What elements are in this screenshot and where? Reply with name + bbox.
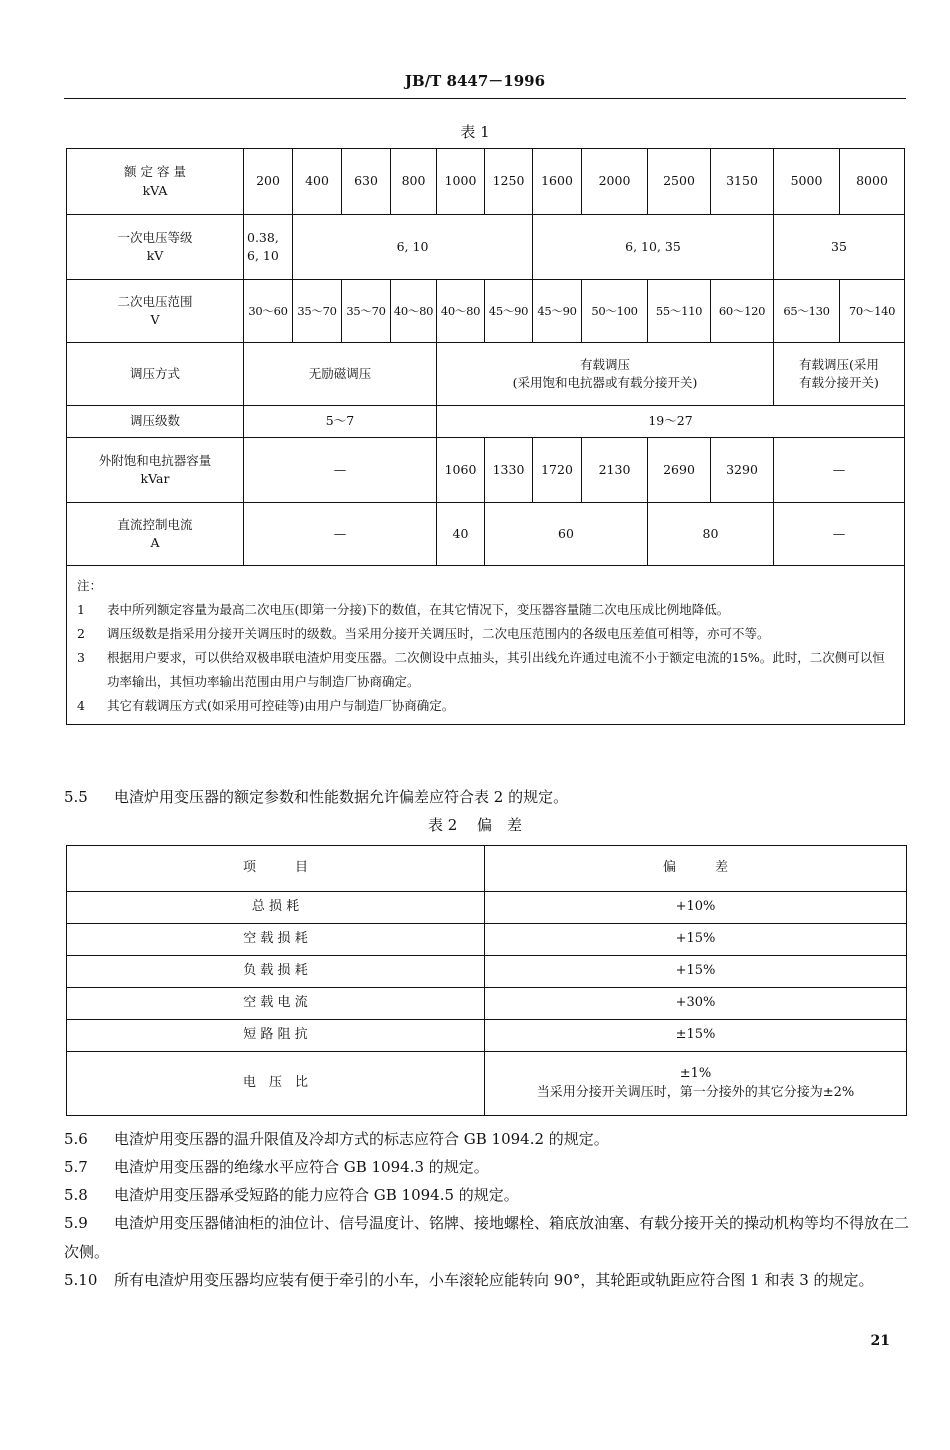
table1 bbox=[66, 148, 905, 725]
header-rule bbox=[64, 98, 906, 99]
document-header: JB/T 8447－1996 bbox=[404, 72, 546, 90]
cell: 400 bbox=[293, 149, 342, 215]
cell: 45～90 bbox=[533, 280, 582, 343]
cell: 80 bbox=[648, 503, 774, 566]
item-cell: 总 损 耗 bbox=[67, 892, 485, 924]
cell: 1600 bbox=[533, 149, 582, 215]
cell: 35～70 bbox=[293, 280, 342, 343]
cell: — bbox=[774, 503, 905, 566]
item-cell: 电 压 比 bbox=[67, 1052, 485, 1116]
row-dc-current bbox=[67, 503, 905, 566]
cell: 1720 bbox=[533, 438, 582, 503]
cell: 45～90 bbox=[485, 280, 533, 343]
cell: 1330 bbox=[485, 438, 533, 503]
cell: 55～110 bbox=[648, 280, 711, 343]
row-rated-capacity bbox=[67, 149, 905, 215]
table2-row bbox=[67, 892, 907, 924]
cell: 35～70 bbox=[342, 280, 391, 343]
item-cell: 空 载 损 耗 bbox=[67, 924, 485, 956]
row-label: 二次电压范围 V bbox=[67, 280, 244, 343]
table2-caption: 表 2 偏 差 bbox=[427, 816, 523, 834]
paragraph-5-7: 5.7 电渣炉用变压器的绝缘水平应符合 GB 1094.3 的规定。 bbox=[64, 1158, 489, 1176]
table2-row bbox=[67, 956, 907, 988]
cell: 6, 10 bbox=[293, 215, 533, 280]
row-label: 一次电压等级 kV bbox=[67, 215, 244, 280]
cell: 8000 bbox=[840, 149, 905, 215]
note-item: 3 根据用户要求，可以供给双极串联电渣炉用变压器。二次侧设中点抽头，其引出线允许通过电流不小于额定电流的15%。此时，二次侧可以恒功率输出，其恒功率输出范围由用户与制造厂协商确定。 bbox=[77, 650, 885, 689]
row-label: 调压级数 bbox=[67, 406, 244, 438]
cell: 65～130 bbox=[774, 280, 840, 343]
cell: 2130 bbox=[582, 438, 648, 503]
cell: — bbox=[244, 438, 437, 503]
cell: 630 bbox=[342, 149, 391, 215]
paragraph-5-10: 5.10 所有电渣炉用变压器均应装有便于牵引的小车，小车滚轮应能转向 90°，其轮距或轨距应符合图 1 和表 3 的规定。 bbox=[64, 1271, 874, 1289]
notes-cell bbox=[67, 566, 905, 725]
paragraph-5-6: 5.6 电渣炉用变压器的温升限值及冷却方式的标志应符合 GB 1094.2 的规定。 bbox=[64, 1130, 609, 1148]
deviation-cell: ±1% 当采用分接开关调压时，第一分接外的其它分接为±2% bbox=[485, 1052, 907, 1116]
cell: 35 bbox=[774, 215, 905, 280]
cell: 70～140 bbox=[840, 280, 905, 343]
cell: 50～100 bbox=[582, 280, 648, 343]
cell: 1060 bbox=[437, 438, 485, 503]
row-label: 直流控制电流 A bbox=[67, 503, 244, 566]
paragraph-5-9: 5.9 电渣炉用变压器储油柜的油位计、信号温度计、铭牌、接地螺栓、箱底放油塞、有载分接开关的操动机构等均不得放在二次侧。 bbox=[64, 1214, 910, 1261]
row-primary-voltage bbox=[67, 215, 905, 280]
cell: 2000 bbox=[582, 149, 648, 215]
cell: 60 bbox=[485, 503, 648, 566]
cell: — bbox=[244, 503, 437, 566]
cell: 6, 10, 35 bbox=[533, 215, 774, 280]
note-item: 4 其它有载调压方式(如采用可控硅等)由用户与制造厂协商确定。 bbox=[77, 698, 455, 713]
deviation-cell: +15% bbox=[485, 924, 907, 956]
paragraph-5-8: 5.8 电渣炉用变压器承受短路的能力应符合 GB 1094.5 的规定。 bbox=[64, 1186, 519, 1204]
deviation-cell: +15% bbox=[485, 956, 907, 988]
cell: 40 bbox=[437, 503, 485, 566]
cell: 2500 bbox=[648, 149, 711, 215]
cell: 无励磁调压 bbox=[244, 343, 437, 406]
cell: 5000 bbox=[774, 149, 840, 215]
cell: 60～120 bbox=[711, 280, 774, 343]
page-number: 21 bbox=[870, 1333, 890, 1349]
row-regulation-steps bbox=[67, 406, 905, 438]
table1-caption: 表 1 bbox=[460, 123, 490, 141]
row-notes bbox=[67, 566, 905, 725]
table2-row bbox=[67, 1052, 907, 1116]
cell: 40～80 bbox=[437, 280, 485, 343]
paragraph-5-5: 5.5 电渣炉用变压器的额定参数和性能数据允许偏差应符合表 2 的规定。 bbox=[64, 788, 569, 806]
row-label: 外附饱和电抗器容量 kVar bbox=[67, 438, 244, 503]
notes-title: 注： bbox=[77, 578, 103, 593]
table2 bbox=[66, 845, 907, 1116]
cell: 800 bbox=[391, 149, 437, 215]
deviation-cell: +10% bbox=[485, 892, 907, 924]
cell: 有载调压 (采用饱和电抗器或有载分接开关) bbox=[437, 343, 774, 406]
deviation-cell: +30% bbox=[485, 988, 907, 1020]
cell: 2690 bbox=[648, 438, 711, 503]
cell: — bbox=[774, 438, 905, 503]
row-label: 额 定 容 量 kVA bbox=[67, 149, 244, 215]
row-label: 调压方式 bbox=[67, 343, 244, 406]
deviation-cell: ±15% bbox=[485, 1020, 907, 1052]
row-regulation-mode bbox=[67, 343, 905, 406]
cell: 3150 bbox=[711, 149, 774, 215]
cell: 1250 bbox=[485, 149, 533, 215]
table2-row bbox=[67, 924, 907, 956]
cell: 30～60 bbox=[244, 280, 293, 343]
item-cell: 短 路 阻 抗 bbox=[67, 1020, 485, 1052]
cell: 0.38, 6, 10 bbox=[244, 215, 293, 280]
cell: 19～27 bbox=[437, 406, 905, 438]
cell: 200 bbox=[244, 149, 293, 215]
cell: 1000 bbox=[437, 149, 485, 215]
header-deviation: 偏 差 bbox=[485, 846, 907, 892]
item-cell: 空 载 电 流 bbox=[67, 988, 485, 1020]
table2-row bbox=[67, 1020, 907, 1052]
row-reactor-capacity bbox=[67, 438, 905, 503]
cell: 3290 bbox=[711, 438, 774, 503]
cell: 5～7 bbox=[244, 406, 437, 438]
table2-header-row bbox=[67, 846, 907, 892]
table2-row bbox=[67, 988, 907, 1020]
row-secondary-voltage bbox=[67, 280, 905, 343]
item-cell: 负 载 损 耗 bbox=[67, 956, 485, 988]
header-item: 项 目 bbox=[67, 846, 485, 892]
note-item: 1 表中所列额定容量为最高二次电压(即第一分接)下的数值，在其它情况下，变压器容量随二次电压成比例地降低。 bbox=[77, 602, 730, 617]
cell: 有载调压(采用 有载分接开关) bbox=[774, 343, 905, 406]
note-item: 2 调压级数是指采用分接开关调压时的级数。当采用分接开关调压时，二次电压范围内的各级电压差值可相等，亦可不等。 bbox=[77, 626, 770, 641]
cell: 40～80 bbox=[391, 280, 437, 343]
